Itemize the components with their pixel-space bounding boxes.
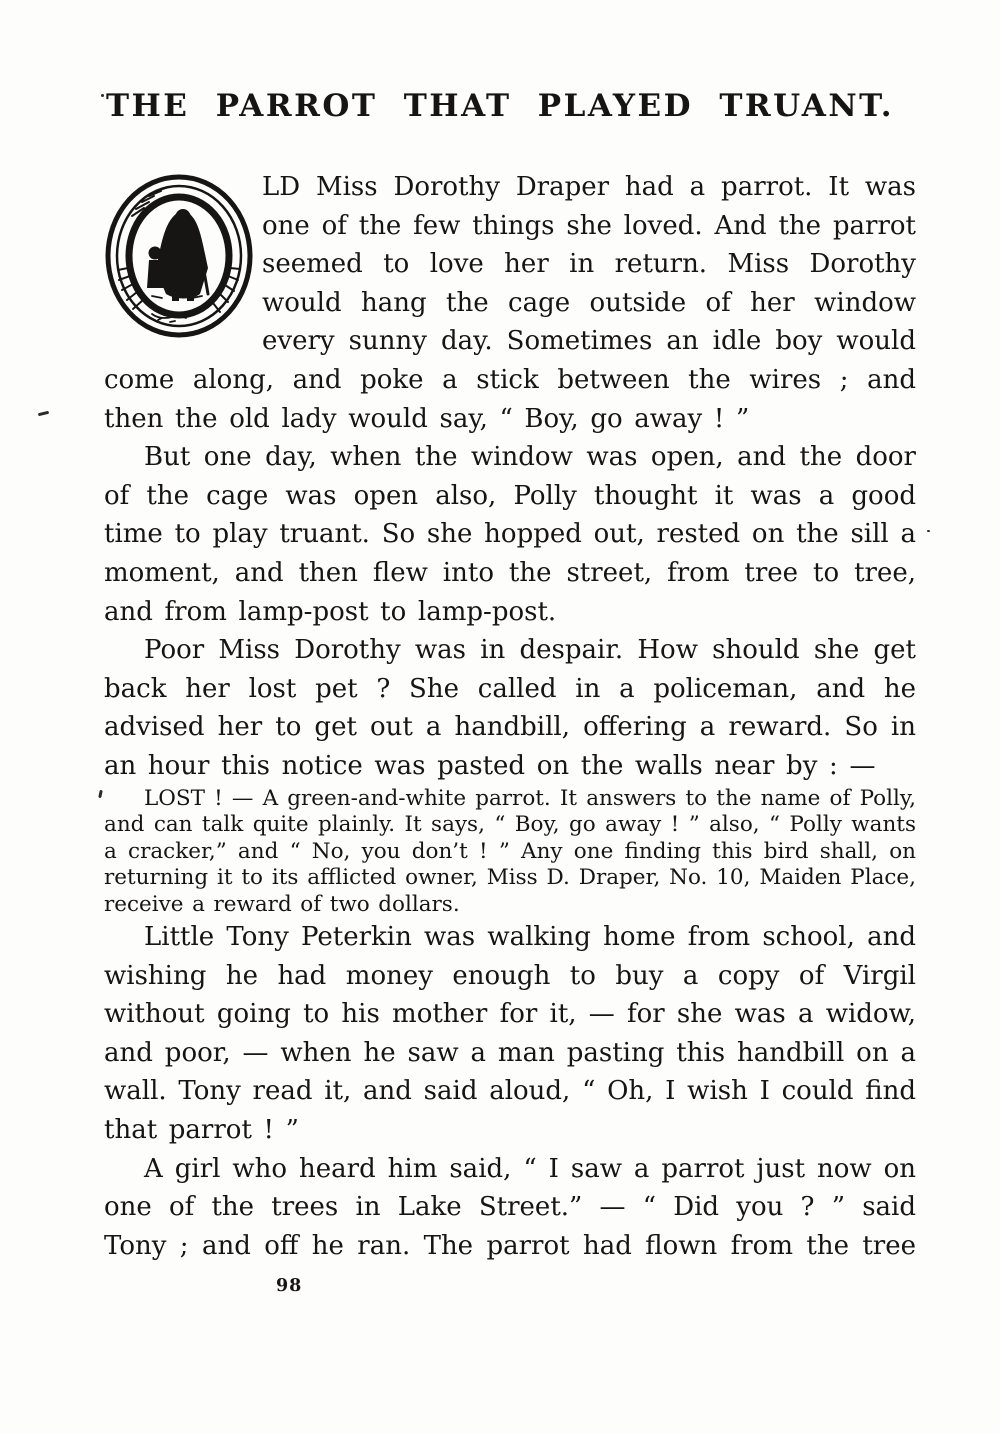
scan-speck: [927, 530, 930, 532]
scan-speck: [38, 411, 49, 417]
story-paragraph-5: A girl who heard him said, “ I saw a parrot just now on one of the trees in Lake Street.” — “ Did you ? ” said Tony ; and off he ran. The parrot had flown from the tree: [104, 1153, 916, 1261]
handbill-notice: LOST ! — A green-and-white parrot. It answers to the name of Polly, and can talk quite plainly. It says, “ Boy, go away ! ” also, “ Polly wants a cracker,” and “ No, you don’t ! ” Any one finding this bird shall, on returning it to its afflicted owner, Miss D. Draper, No. 10, Maiden Place, receive a reward of two dollars.: [104, 785, 916, 917]
scan-speck: [98, 790, 103, 798]
story-paragraph-3: Poor Miss Dorothy was in despair. How should she get back her lost pet ? She called in a policeman, and he advised her to get out a handbill, offering a reward. So in an hour this notice was pasted on the walls near by : —: [104, 635, 916, 781]
paragraph-1-text: LD Miss Dorothy Draper had a parrot. It was one of the few things she loved. And the parrot seemed to love her in return. Miss Dorothy would hang the cage outside of her window every sunny day. Sometimes an idle boy would come along, and poke a stick between the wires ; and then the old lady would say, “ Boy, go away ! ”: [104, 172, 916, 434]
page-number: 98: [276, 1276, 303, 1297]
story-paragraph-4: Little Tony Peterkin was walking home from school, and wishing he had money enough to buy a copy of Virgil without going to his mother for it, — for she was a widow, and poor, — when he saw a man pasting this handbill on a wall. Tony read it, and said aloud, “ Oh, I wish I could find that parrot ! ”: [104, 922, 916, 1145]
page-title: THE PARROT THAT PLAYED TRUANT.: [105, 88, 895, 124]
story-text-block: [104, 168, 916, 1306]
drop-cap-initial-o: [104, 168, 262, 358]
old-woman-and-child-engraving-icon: [104, 174, 254, 342]
story-paragraph-1: [104, 168, 916, 438]
figures: [147, 209, 208, 301]
scan-speck: [101, 94, 104, 97]
story-paragraph-2: But one day, when the window was open, and the door of the cage was open also, Polly thought it was a good time to play truant. So she hopped out, rested on the sill a moment, and then flew into the street, from tree to tree, and from lamp-post to lamp-post.: [104, 442, 916, 627]
